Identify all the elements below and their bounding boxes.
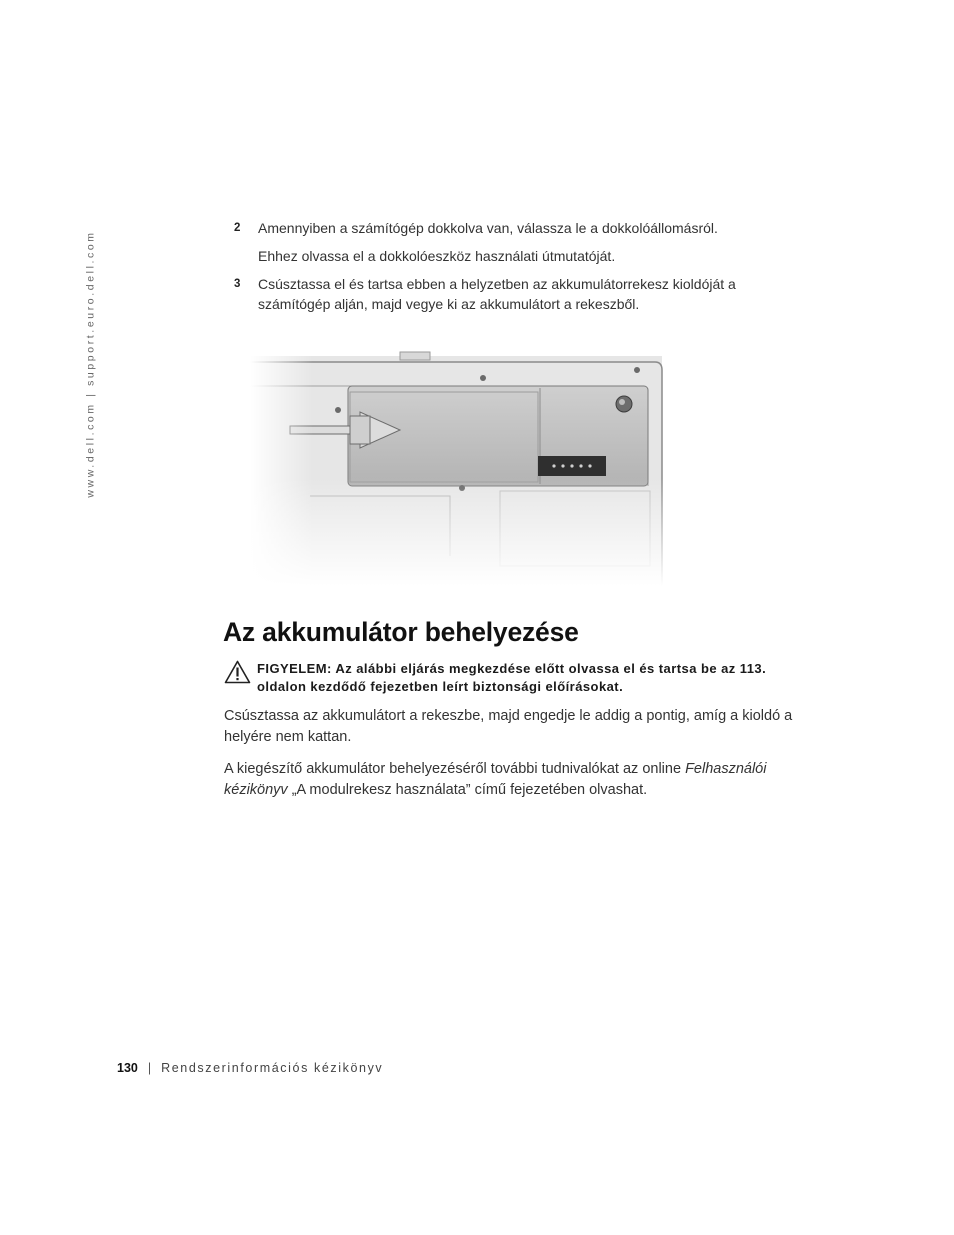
battery-illustration-svg [250, 346, 670, 586]
step-text: Amennyiben a számítógép dokkolva van, válassza le a dokkolóállomásról. [258, 220, 718, 236]
section-heading: Az akkumulátor behelyezése [223, 617, 579, 647]
footer-title: Rendszerinformációs kézikönyv [161, 1061, 384, 1075]
user-guide-title: Felhasználói kézikönyv [224, 761, 767, 798]
paragraph-insert-battery: Csúsztassa az akkumulátort a rekeszbe, majd engedje le addig a pontig, amíg a kioldó a helyére nem kattan. [224, 708, 793, 745]
sidebar-url-text: www.dell.com | support.euro.dell.com [85, 230, 98, 498]
paragraph-text-before: A kiegészítő akkumulátor behelyezéséről további tudnivalókat az online [224, 761, 686, 777]
laptop-bottom-battery-release-illustration [250, 346, 670, 586]
paragraph-additional-info [224, 759, 794, 801]
step-3 [234, 274, 754, 314]
page-number: 130 [117, 1061, 138, 1075]
step-subtext: Ehhez olvassa el a dokkolóeszköz használati útmutatóját. [258, 248, 616, 264]
paragraph-text-after: „A modulrekesz használata” című fejezetében olvashat. [287, 782, 648, 798]
warning-text: FIGYELEM: Az alábbi eljárás megkezdése előtt olvassa el és tartsa be az 113. oldalon kezdődő fejezetben leírt biztonsági előírásokat. [257, 661, 767, 694]
step-number: 3 [234, 278, 241, 290]
warning-triangle-icon [224, 660, 251, 684]
step-2 [234, 218, 754, 266]
footer-separator: | [147, 1061, 152, 1075]
sidebar-url [84, 222, 98, 506]
step-number: 2 [234, 222, 241, 234]
page-footer [117, 1061, 383, 1075]
warning-notice [224, 660, 794, 695]
step-text: Csúsztassa el és tartsa ebben a helyzetben az akkumulátorrekesz kioldóját a számítógép alján, majd vegye ki az akkumulátort a rekeszből. [258, 276, 736, 312]
